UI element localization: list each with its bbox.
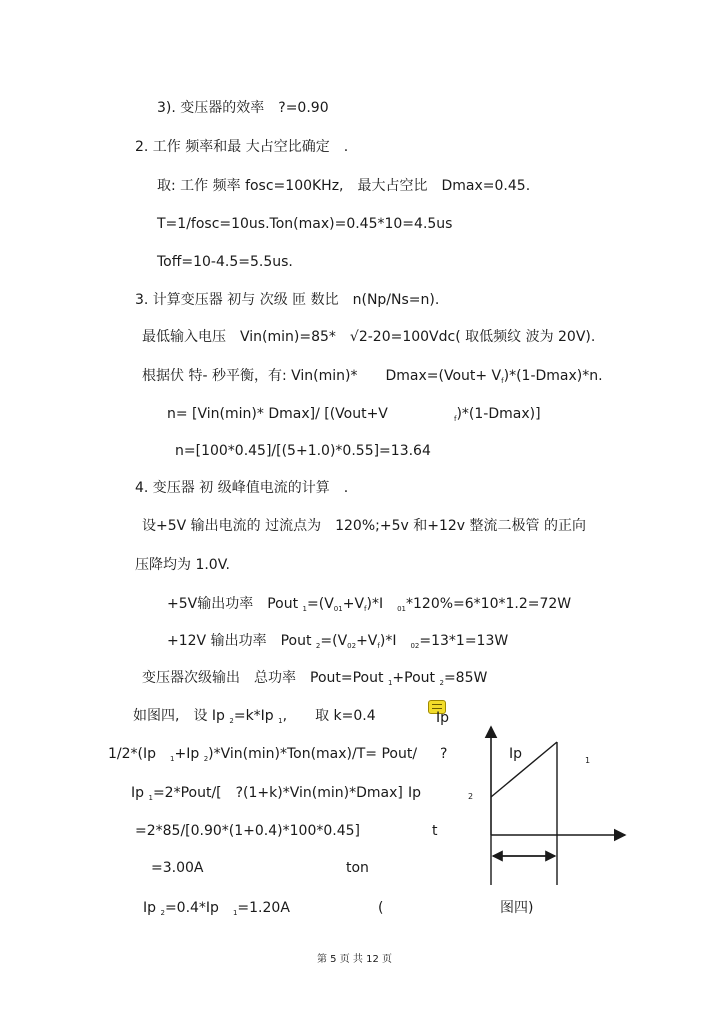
ip1-substitution-line: =2*85/[0.90*(1+0.4)*100*0.45] — [135, 823, 360, 839]
section-2-heading: 2. 工作 频率和最 大占空比确定 . — [135, 139, 349, 155]
diode-drop-line: 压降均为 1.0V. — [135, 557, 230, 573]
pout2-line: +12V 输出功率 Pout $_2=(V_{02}+V_f)*I$ $_{02}$=13*1=13W — [167, 633, 509, 650]
ip1-result: =3.00A — [151, 860, 204, 876]
current-ramp — [491, 742, 557, 797]
pout1-line: +5V输出功率 Pout $_1=(V_{01}+V_f)*I$ $_{01}$*120%=6*10*1.2=72W — [167, 596, 572, 613]
turns-ratio-formula: n= [Vin(min)* Dmax]/ [(Vout+V — [167, 406, 388, 422]
total-pout-line: 变压器次级输出 总功率 Pout=Pout $_1$+Pout $_2$=85W — [142, 670, 488, 687]
ip2-result-line: Ip $_2$=0.4*Ip $_1$=1.20A — [143, 900, 290, 917]
page-footer: 第 5 页 共 12 页 — [317, 954, 392, 965]
turns-ratio-result: n=[100*0.45]/[(5+1.0)*0.55]=13.64 — [175, 443, 431, 459]
toff-line: Toff=10-4.5=5.5us. — [157, 254, 293, 270]
overcurrent-assumption-line: 设+5V 输出电流的 过流点为 120%;+5v 和+12v 整流二极管 的正向 — [142, 518, 586, 534]
fig-ton-label: ton — [346, 860, 369, 876]
turns-ratio-formula-tail: $_f$)*(1-Dmax)] — [454, 406, 541, 423]
period-line: T=1/fosc=10us.Ton(max)=0.45*10=4.5us — [157, 216, 453, 232]
min-input-voltage-line: 最低输入电压 Vin(min)=85* √2-20=100Vdc( 取低频纹 波为 20V). — [142, 329, 596, 345]
fig-t-label: t — [432, 823, 438, 839]
frequency-choice-line: 取: 工作 频率 fosc=100KHz, 最大占空比 Dmax=0.45. — [157, 178, 531, 194]
efficiency-symbol: ? — [440, 746, 448, 762]
fig-ip1-subscript: 1 — [585, 756, 591, 765]
section-4-heading: 4. 变压器 初 级峰值电流的计算 . — [135, 480, 349, 496]
efficiency-line: 3). 变压器的效率 ?=0.90 — [157, 100, 329, 116]
figure-caption-open: ( — [378, 900, 384, 916]
figure-ref-line: 如图四, 设 Ip $_2$=k*Ip $_1$, 取 k=0.4 — [133, 708, 376, 725]
section-3-heading: 3. 计算变压器 初与 次级 匝 数比 n(Np/Ns=n). — [135, 292, 440, 308]
ip-fragment-2: Ip — [408, 785, 422, 801]
ip1-formula-line: Ip $_1$=2*Pout/[ ?(1+k)*Vin(min)*Dmax] — [131, 785, 403, 802]
fig-ip-label: Ip — [509, 746, 523, 762]
ip-fragment: Ip — [436, 710, 450, 726]
fig-ip2-subscript: 2 — [468, 792, 474, 801]
volt-second-balance-line: 根据伏 特- 秒平衡，有: Vin(min)* Dmax=(Vout+ $V_f)*(1-Dmax)*n$. — [142, 368, 603, 385]
figure-caption: 图四) — [500, 900, 534, 916]
power-balance-line: 1/2*(Ip $_1$+Ip $_2$)*Vin(min)*Ton(max)/T= Pout/ — [108, 746, 418, 763]
